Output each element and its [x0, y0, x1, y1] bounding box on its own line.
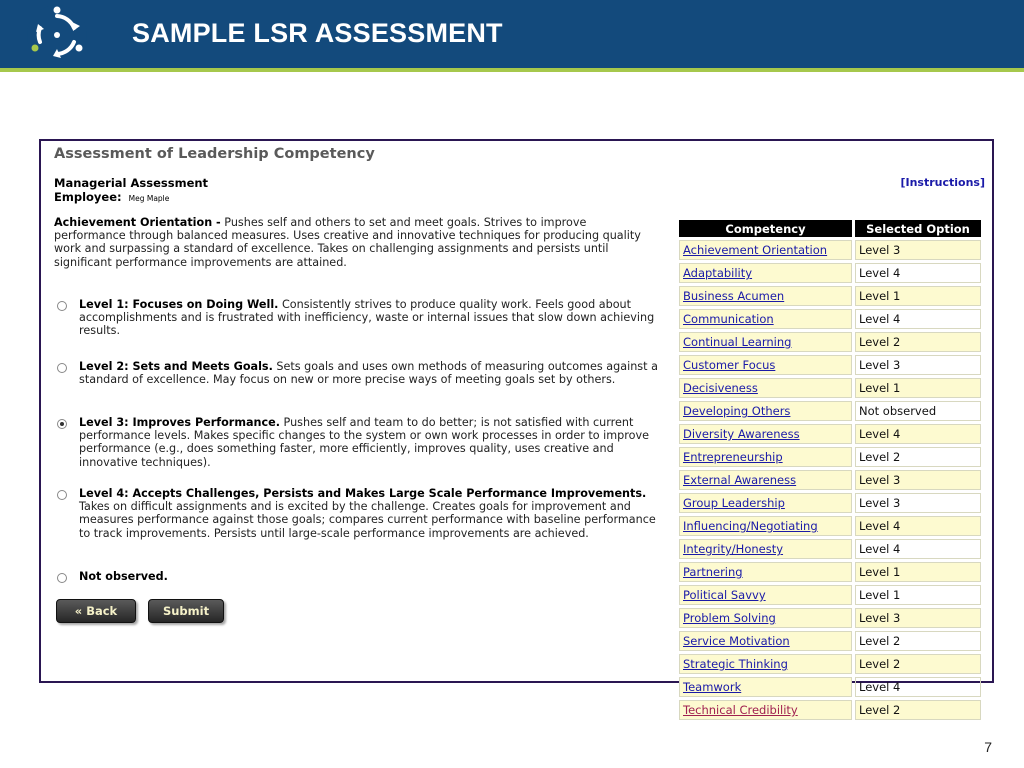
competency-name: Achievement Orientation -: [54, 216, 221, 229]
table-row: [679, 332, 981, 352]
selected-option-cell: Level 4: [855, 309, 981, 329]
competency-link[interactable]: Political Savvy: [683, 588, 766, 602]
option-description: Takes on difficult assignments and is excited by the challenge. Creates goals for improvement and measures performance against those goals; compares current performance with baseline performance to track improvements. Persists until large-scale performance improvements are achieved.: [79, 500, 656, 540]
competency-cell: [679, 470, 852, 490]
selected-option-cell: Level 2: [855, 654, 981, 674]
competency-link[interactable]: Business Acumen: [683, 289, 785, 303]
employee-line: [54, 190, 169, 204]
instructions-link[interactable]: [Instructions]: [900, 176, 985, 189]
competency-description-text: Pushes self and others to set and meet goals. Strives to improve performance through balanced measures. Uses creative and innovative techniques for producing quality work and surpassing a standard of excellence. Takes on challenging assignments and persists until significant performance improvements are attained.: [54, 216, 641, 269]
table-row: [679, 286, 981, 306]
radio-unchecked[interactable]: [57, 573, 67, 583]
selected-option-cell: Level 3: [855, 470, 981, 490]
competency-cell: [679, 286, 852, 306]
table-row: [679, 539, 981, 559]
option-title: Level 3: Improves Performance.: [79, 416, 280, 429]
competency-cell: [679, 447, 852, 467]
selected-option-cell: Level 4: [855, 424, 981, 444]
table-row: [679, 654, 981, 674]
competency-table: [676, 217, 984, 723]
competency-cell: [679, 608, 852, 628]
competency-cell: [679, 516, 852, 536]
competency-link[interactable]: Continual Learning: [683, 335, 792, 349]
competency-link[interactable]: Entrepreneurship: [683, 450, 783, 464]
competency-link[interactable]: Decisiveness: [683, 381, 758, 395]
selected-option-cell: Level 4: [855, 677, 981, 697]
competency-link[interactable]: Achievement Orientation: [683, 243, 828, 257]
page-number: 7: [984, 739, 992, 755]
competency-link[interactable]: Technical Credibility: [683, 703, 798, 717]
page-title: Assessment of Leadership Competency: [54, 146, 375, 162]
selected-option-cell: Level 2: [855, 447, 981, 467]
table-row: [679, 562, 981, 582]
competency-cell: [679, 332, 852, 352]
slide-header: [0, 0, 1024, 68]
radio-checked[interactable]: [57, 419, 67, 429]
competency-description: [54, 216, 654, 269]
table-row: [679, 309, 981, 329]
selected-option-cell: Not observed: [855, 401, 981, 421]
option-description: Consistently strives to produce quality work. Feels good about accomplishments and is frustrated with inefficiency, waste or internal issues that slow down achieving results.: [79, 298, 655, 338]
option-text: [79, 360, 669, 386]
selected-option-cell: Level 3: [855, 493, 981, 513]
option-title: Level 4: Accepts Challenges, Persists and Makes Large Scale Performance Improvements.: [79, 487, 647, 500]
option-title: Level 1: Focuses on Doing Well.: [79, 298, 279, 311]
option-text: [79, 570, 669, 583]
employee-name: Meg Maple: [128, 194, 170, 203]
selected-option-cell: Level 4: [855, 516, 981, 536]
competency-cell: [679, 700, 852, 720]
assessment-page: [41, 141, 992, 717]
competency-cell: [679, 240, 852, 260]
competency-link[interactable]: Adaptability: [683, 266, 753, 280]
selected-option-cell: Level 1: [855, 378, 981, 398]
table-row: [679, 631, 981, 651]
selected-option-cell: Level 2: [855, 631, 981, 651]
competency-cell: [679, 263, 852, 283]
option-title: Level 2: Sets and Meets Goals.: [79, 360, 273, 373]
table-row: [679, 493, 981, 513]
radio-unchecked[interactable]: [57, 301, 67, 311]
option-text: [79, 487, 669, 540]
option-text: [79, 298, 669, 338]
table-row: [679, 263, 981, 283]
header-accent-line: [0, 68, 1024, 72]
competency-link[interactable]: Integrity/Honesty: [683, 542, 784, 556]
table-row: [679, 516, 981, 536]
back-button[interactable]: « Back: [56, 599, 136, 623]
selected-option-cell: Level 4: [855, 263, 981, 283]
table-header-row: [679, 220, 981, 237]
competency-cell: [679, 631, 852, 651]
table-row: [679, 700, 981, 720]
table-row: [679, 378, 981, 398]
competency-link[interactable]: Problem Solving: [683, 611, 776, 625]
competency-link[interactable]: Service Motivation: [683, 634, 790, 648]
option-description: Sets goals and uses own methods of measuring outcomes against a standard of excellence. May focus on new or more precise ways of meeting goals set by others.: [79, 360, 658, 387]
selected-option-cell: Level 3: [855, 608, 981, 628]
table-row: [679, 355, 981, 375]
competency-link[interactable]: Partnering: [683, 565, 743, 579]
table-row: [679, 470, 981, 490]
competency-cell: [679, 309, 852, 329]
competency-cell: [679, 424, 852, 444]
assessment-type-label: Managerial Assessment: [54, 176, 209, 190]
competency-cell: [679, 585, 852, 605]
column-header-selected-option: Selected Option: [855, 220, 981, 237]
competency-link[interactable]: Teamwork: [683, 680, 742, 694]
competency-cell: [679, 562, 852, 582]
competency-link[interactable]: Influencing/Negotiating: [683, 519, 818, 533]
competency-cell: [679, 493, 852, 513]
selected-option-cell: Level 4: [855, 539, 981, 559]
selected-option-cell: Level 3: [855, 355, 981, 375]
competency-link[interactable]: Diversity Awareness: [683, 427, 800, 441]
table-row: [679, 424, 981, 444]
slide-title: SAMPLE LSR ASSESSMENT: [132, 18, 503, 48]
selected-option-cell: Level 1: [855, 585, 981, 605]
competency-link[interactable]: Customer Focus: [683, 358, 776, 372]
option-text: [79, 416, 669, 469]
selected-option-cell: Level 3: [855, 240, 981, 260]
submit-button[interactable]: Submit: [148, 599, 224, 623]
selected-option-cell: Level 1: [855, 286, 981, 306]
table-row: [679, 677, 981, 697]
selected-option-cell: Level 1: [855, 562, 981, 582]
competency-cell: [679, 355, 852, 375]
column-header-competency: Competency: [679, 220, 852, 237]
selected-option-cell: Level 2: [855, 332, 981, 352]
competency-link[interactable]: External Awareness: [683, 473, 797, 487]
circular-arrows-logo-icon: [26, 4, 88, 66]
competency-table-body: [679, 240, 981, 720]
competency-link[interactable]: Communication: [683, 312, 774, 326]
table-row: [679, 585, 981, 605]
competency-cell: [679, 677, 852, 697]
competency-cell: [679, 539, 852, 559]
table-row: [679, 240, 981, 260]
option-title: Not observed.: [79, 570, 168, 583]
competency-cell: [679, 378, 852, 398]
radio-unchecked[interactable]: [57, 490, 67, 500]
table-row: [679, 447, 981, 467]
competency-link[interactable]: Group Leadership: [683, 496, 785, 510]
option-description: Pushes self and team to do better; is not satisfied with current performance levels. Makes specific changes to the system or own work processes in order to improve performance (e.g., does something faster, more efficiently, improves quality, uses creative and innovative techniques).: [79, 416, 649, 469]
competency-link[interactable]: Developing Others: [683, 404, 791, 418]
selected-option-cell: Level 2: [855, 700, 981, 720]
competency-cell: [679, 654, 852, 674]
competency-cell: [679, 401, 852, 421]
competency-link[interactable]: Strategic Thinking: [683, 657, 788, 671]
table-row: [679, 608, 981, 628]
radio-unchecked[interactable]: [57, 363, 67, 373]
assessment-screenshot-frame: [39, 139, 994, 717]
employee-label: Employee:: [54, 190, 122, 204]
table-row: [679, 401, 981, 421]
